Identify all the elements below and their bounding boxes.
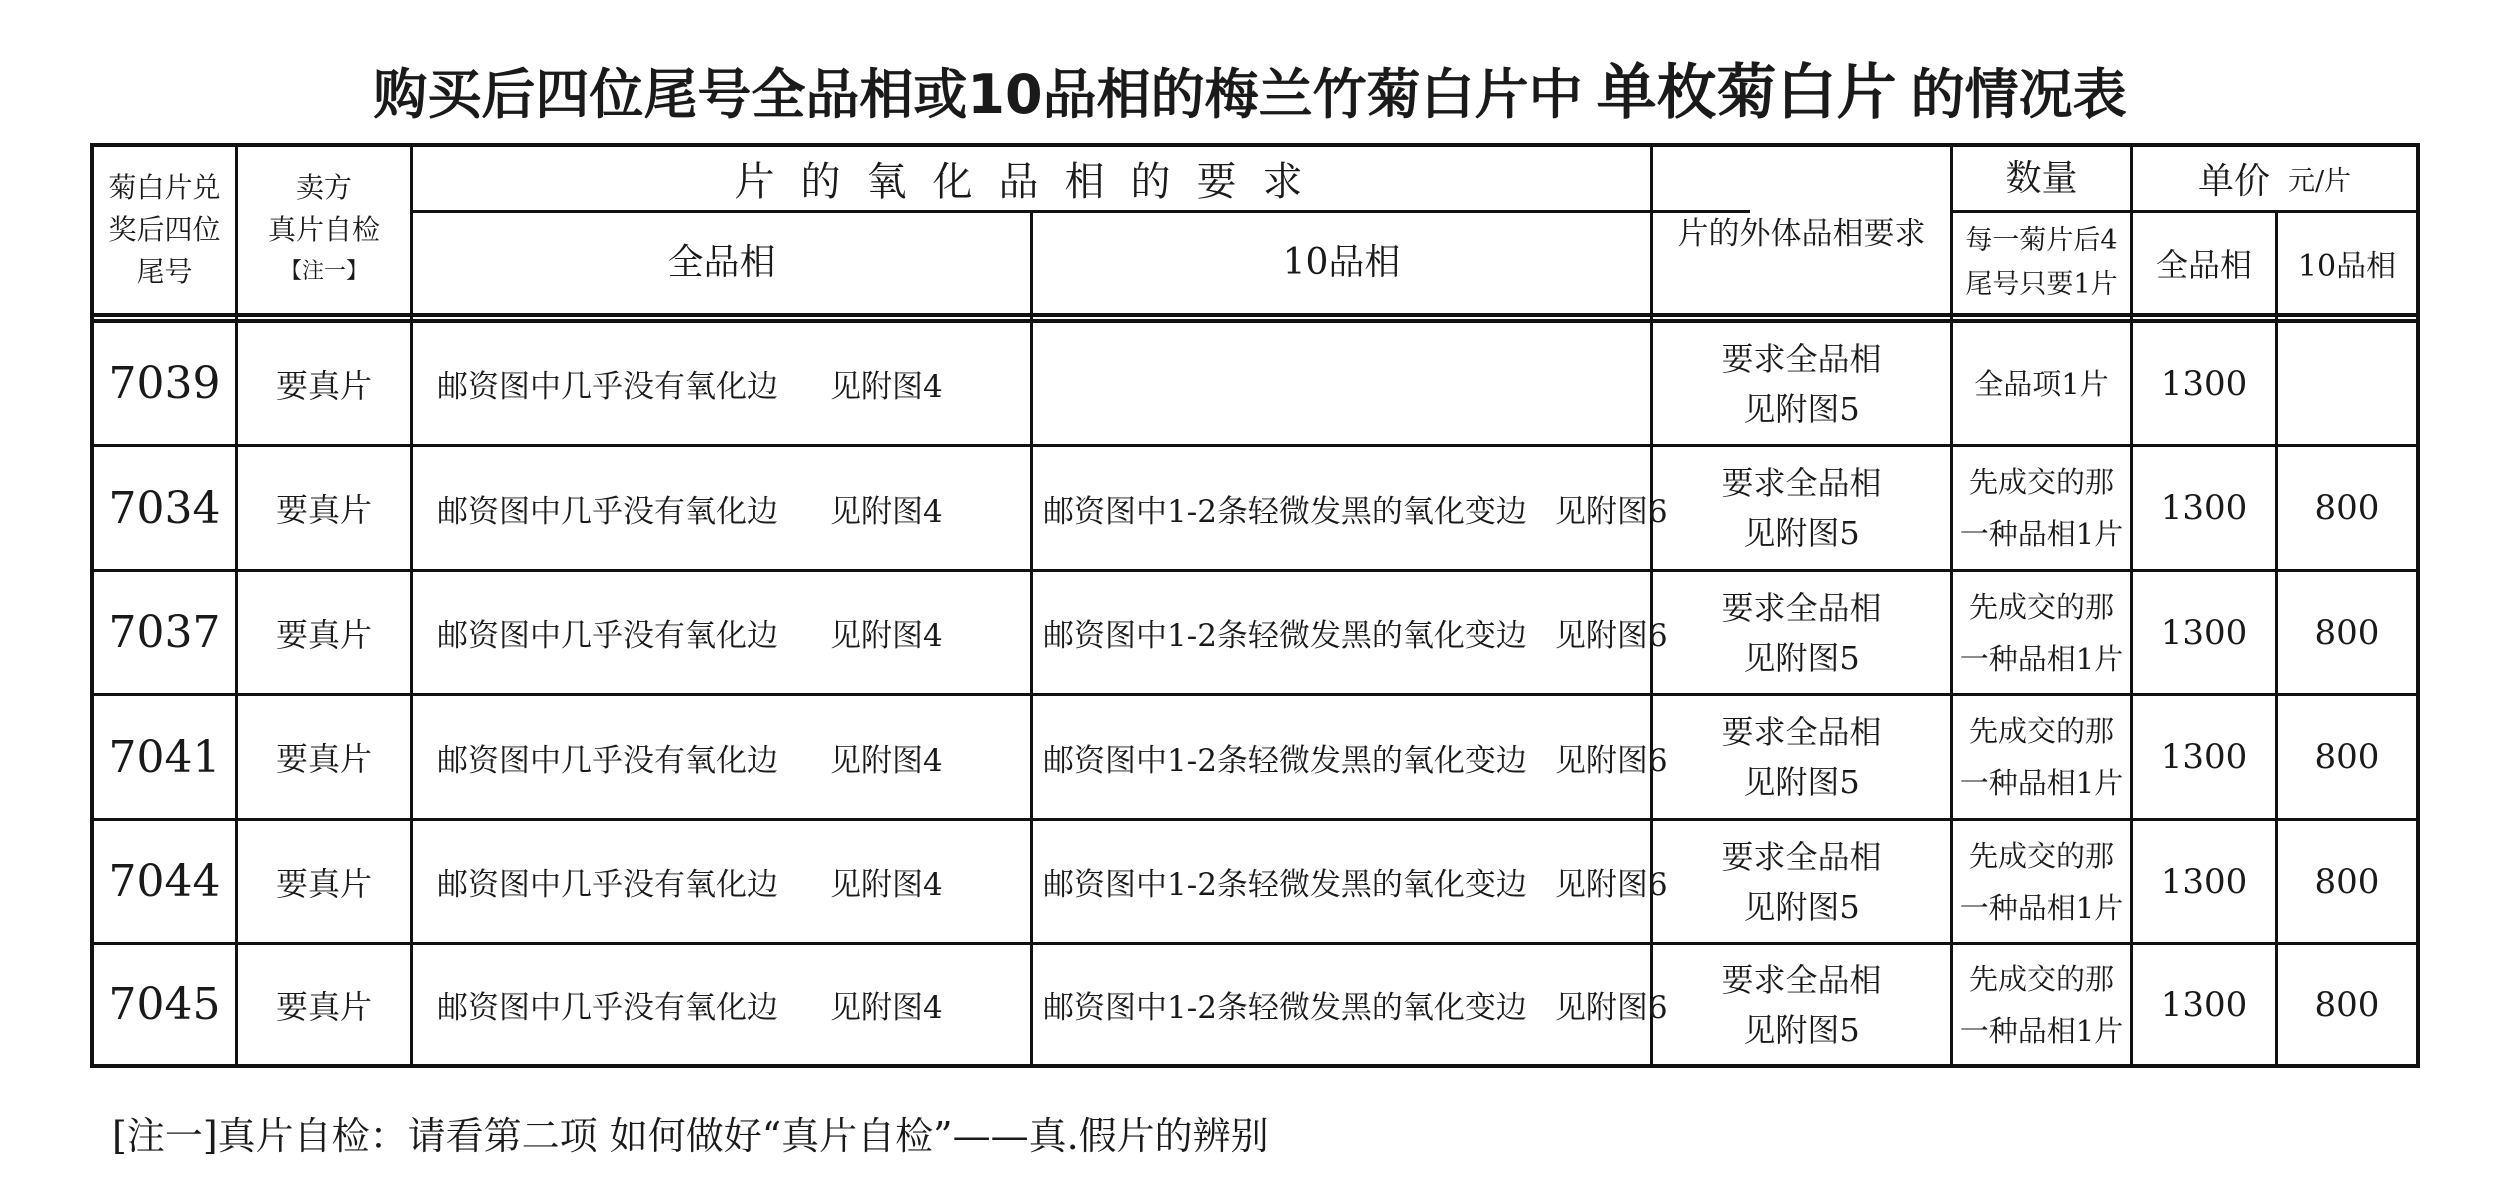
appearance-line2: 见附图5: [1743, 763, 1860, 801]
header-grade10: [1033, 213, 1650, 313]
full-grade-cell: [413, 447, 1030, 569]
grade10-desc: 邮资图中1-2条轻微发黑的氧化变边: [1043, 867, 1527, 903]
header-seller-note: 【注一】: [279, 259, 368, 284]
header-oxidation-label: 片的氧化品相的要求: [734, 159, 1329, 205]
seller-check-cell: 要真片: [275, 740, 372, 778]
quantity-line1: 先成交的那: [1968, 589, 2114, 624]
header-appearance: [1653, 147, 1950, 313]
quantity-line2: 一种品相1片: [1959, 641, 2124, 676]
price-full-cell: 1300: [2160, 488, 2248, 528]
appearance-line2: 见附图5: [1743, 389, 1860, 428]
tail-number-cell: 7034: [108, 482, 221, 534]
tail-number-cell: 7039: [108, 358, 221, 409]
grade10-cell: [1033, 323, 1650, 444]
quantity-cell: [1953, 821, 2130, 942]
price-10-cell: 800: [2314, 612, 2380, 653]
header-quantity-line1: 每一菊片后4: [1965, 225, 2118, 256]
full-grade-ref: 见附图4: [830, 742, 943, 779]
price-10-cell: 800: [2314, 737, 2380, 777]
price-full-cell: 1300: [2160, 984, 2248, 1025]
quantity-line2: 一种品相1片: [1959, 1013, 2124, 1048]
appearance-cell: [1653, 696, 1950, 818]
quantity-line1: 先成交的那: [1968, 714, 2114, 748]
grade10-desc: 邮资图中1-2条轻微发黑的氧化变边: [1043, 618, 1527, 654]
header-full-grade: [413, 213, 1030, 313]
header-appearance-label: 片的外体品相要求: [1677, 215, 1926, 252]
header-seller-line1: 卖方: [295, 171, 352, 204]
appearance-cell: [1653, 572, 1950, 693]
appearance-cell: [1653, 821, 1950, 942]
appearance-line1: 要求全品相: [1721, 588, 1882, 627]
seller-check-cell: 要真片: [275, 366, 372, 405]
full-grade-desc: 邮资图中几乎没有氧化边: [437, 618, 778, 654]
quantity-cell: [1953, 323, 2130, 444]
full-grade-desc: 邮资图中几乎没有氧化边: [437, 990, 778, 1026]
grade10-ref: 见附图6: [1554, 493, 1668, 530]
quantity-cell: [1953, 572, 2130, 693]
full-grade-desc: 邮资图中几乎没有氧化边: [437, 369, 778, 405]
header-grade10-label: 10品相: [1282, 242, 1401, 283]
appearance-line2: 见附图5: [1743, 1010, 1860, 1049]
full-grade-ref: 见附图4: [830, 618, 943, 654]
quantity-cell: [1953, 447, 2130, 569]
seller-check-cell: 要真片: [275, 864, 372, 903]
grade10-cell: [1033, 572, 1668, 693]
quantity-cell: [1953, 945, 2130, 1064]
grade10-desc: 邮资图中1-2条轻微发黑的氧化变边: [1043, 742, 1527, 779]
header-tail-line2: 奖后四位: [108, 213, 221, 246]
seller-check-cell: 要真片: [275, 987, 372, 1026]
header-seller-line2: 真片自检: [267, 213, 380, 246]
price-full-cell: 1300: [2160, 363, 2248, 404]
quantity-cell: [1953, 696, 2130, 818]
full-grade-ref: 见附图4: [830, 867, 943, 903]
grade10-ref: 见附图6: [1554, 990, 1668, 1026]
full-grade-desc: 邮资图中几乎没有氧化边: [437, 867, 778, 903]
header-full-grade-label: 全品相: [667, 242, 776, 283]
price-full-cell: 1300: [2160, 861, 2248, 902]
appearance-line1: 要求全品相: [1721, 464, 1882, 502]
tail-number-cell: 7041: [108, 731, 221, 783]
quantity-line2: 一种品相1片: [1959, 517, 2124, 551]
table-border-right: [2416, 143, 2420, 1068]
price-10-cell: [2278, 323, 2416, 444]
full-grade-ref: 见附图4: [830, 369, 943, 405]
title-part1: 购买后四位尾号全品相或10品相的梅兰竹菊白片中: [373, 63, 1583, 126]
header-quantity-label: 数量: [2005, 157, 2078, 199]
grade10-desc: 邮资图中1-2条轻微发黑的氧化变边: [1043, 493, 1527, 530]
header-price-10-label: 10品相: [2297, 249, 2397, 284]
grade10-cell: [1033, 821, 1668, 942]
seller-check-cell: 要真片: [275, 491, 372, 529]
appearance-line1: 要求全品相: [1721, 339, 1882, 378]
grade10-cell: [1033, 945, 1668, 1064]
header-unit-price: [2133, 147, 2416, 210]
full-grade-ref: 见附图4: [830, 990, 943, 1026]
full-grade-desc: 邮资图中几乎没有氧化边: [437, 493, 778, 530]
full-grade-cell: [413, 323, 1030, 444]
grade10-desc: 邮资图中1-2条轻微发黑的氧化变边: [1043, 990, 1527, 1026]
header-price-full-label: 全品相: [2155, 246, 2252, 284]
price-full-cell: 1300: [2160, 737, 2248, 777]
grade10-cell: [1033, 447, 1668, 569]
page-title: [0, 58, 2500, 130]
appearance-line1: 要求全品相: [1721, 837, 1882, 876]
header-quantity-line2: 尾号只要1片: [1965, 269, 2118, 300]
quantity-line1: 先成交的那: [1968, 465, 2114, 499]
header-bottom-rule: [90, 313, 2420, 317]
header-unit-price-unit: 元/片: [2287, 166, 2352, 197]
quantity-line1: 先成交的那: [1968, 961, 2114, 996]
appearance-cell: [1653, 447, 1950, 569]
full-grade-cell: [413, 821, 1030, 942]
price-10-cell: 800: [2314, 488, 2380, 528]
price-10-cell: 800: [2314, 861, 2380, 902]
appearance-line2: 见附图5: [1743, 514, 1860, 552]
title-highlight: 单枚菊白片: [1596, 58, 1897, 128]
quantity-line1: 全品项1片: [1974, 366, 2109, 401]
footnote: [注一]真片自检：请看第二项 如何做好“真片自检”——真.假片的辨别: [112, 1114, 1269, 1158]
appearance-line2: 见附图5: [1743, 638, 1860, 677]
tail-number-cell: 7037: [108, 607, 221, 658]
appearance-line1: 要求全品相: [1721, 713, 1882, 751]
grade10-ref: 见附图6: [1554, 618, 1668, 654]
appearance-line2: 见附图5: [1743, 887, 1860, 926]
quantity-line1: 先成交的那: [1968, 838, 2114, 873]
grade10-cell: [1033, 696, 1668, 818]
header-quantity-rule: [1953, 213, 2130, 313]
full-grade-cell: [413, 945, 1030, 1064]
table-border-bottom: [90, 1064, 2420, 1068]
appearance-line1: 要求全品相: [1721, 960, 1882, 999]
header-unit-price-label: 单价: [2197, 161, 2270, 202]
data-table: [90, 143, 2420, 1068]
seller-check-cell: 要真片: [275, 615, 372, 654]
header-price-10: [2278, 213, 2416, 313]
grade10-ref: 见附图6: [1554, 742, 1668, 779]
header-tail-number: [94, 147, 235, 313]
appearance-cell: [1653, 945, 1950, 1064]
full-grade-ref: 见附图4: [830, 493, 943, 530]
tail-number-cell: 7044: [108, 856, 221, 907]
price-10-cell: 800: [2314, 984, 2380, 1025]
header-oxidation-group: [413, 147, 1650, 210]
header-quantity: [1953, 147, 2130, 210]
appearance-cell: [1653, 323, 1950, 444]
header-tail-line1: 菊白片兑: [108, 171, 221, 204]
tail-number-cell: 7045: [108, 979, 221, 1030]
header-tail-line3: 尾号: [136, 255, 193, 288]
full-grade-cell: [413, 572, 1030, 693]
quantity-line2: 一种品相1片: [1959, 766, 2124, 800]
price-full-cell: 1300: [2160, 612, 2248, 653]
header-price-full: [2133, 213, 2275, 313]
full-grade-desc: 邮资图中几乎没有氧化边: [437, 742, 778, 779]
header-seller-check: [238, 147, 410, 313]
full-grade-cell: [413, 696, 1030, 818]
title-part3: 的情况表: [1910, 63, 2127, 126]
grade10-ref: 见附图6: [1554, 867, 1668, 903]
quantity-line2: 一种品相1片: [1959, 890, 2124, 925]
